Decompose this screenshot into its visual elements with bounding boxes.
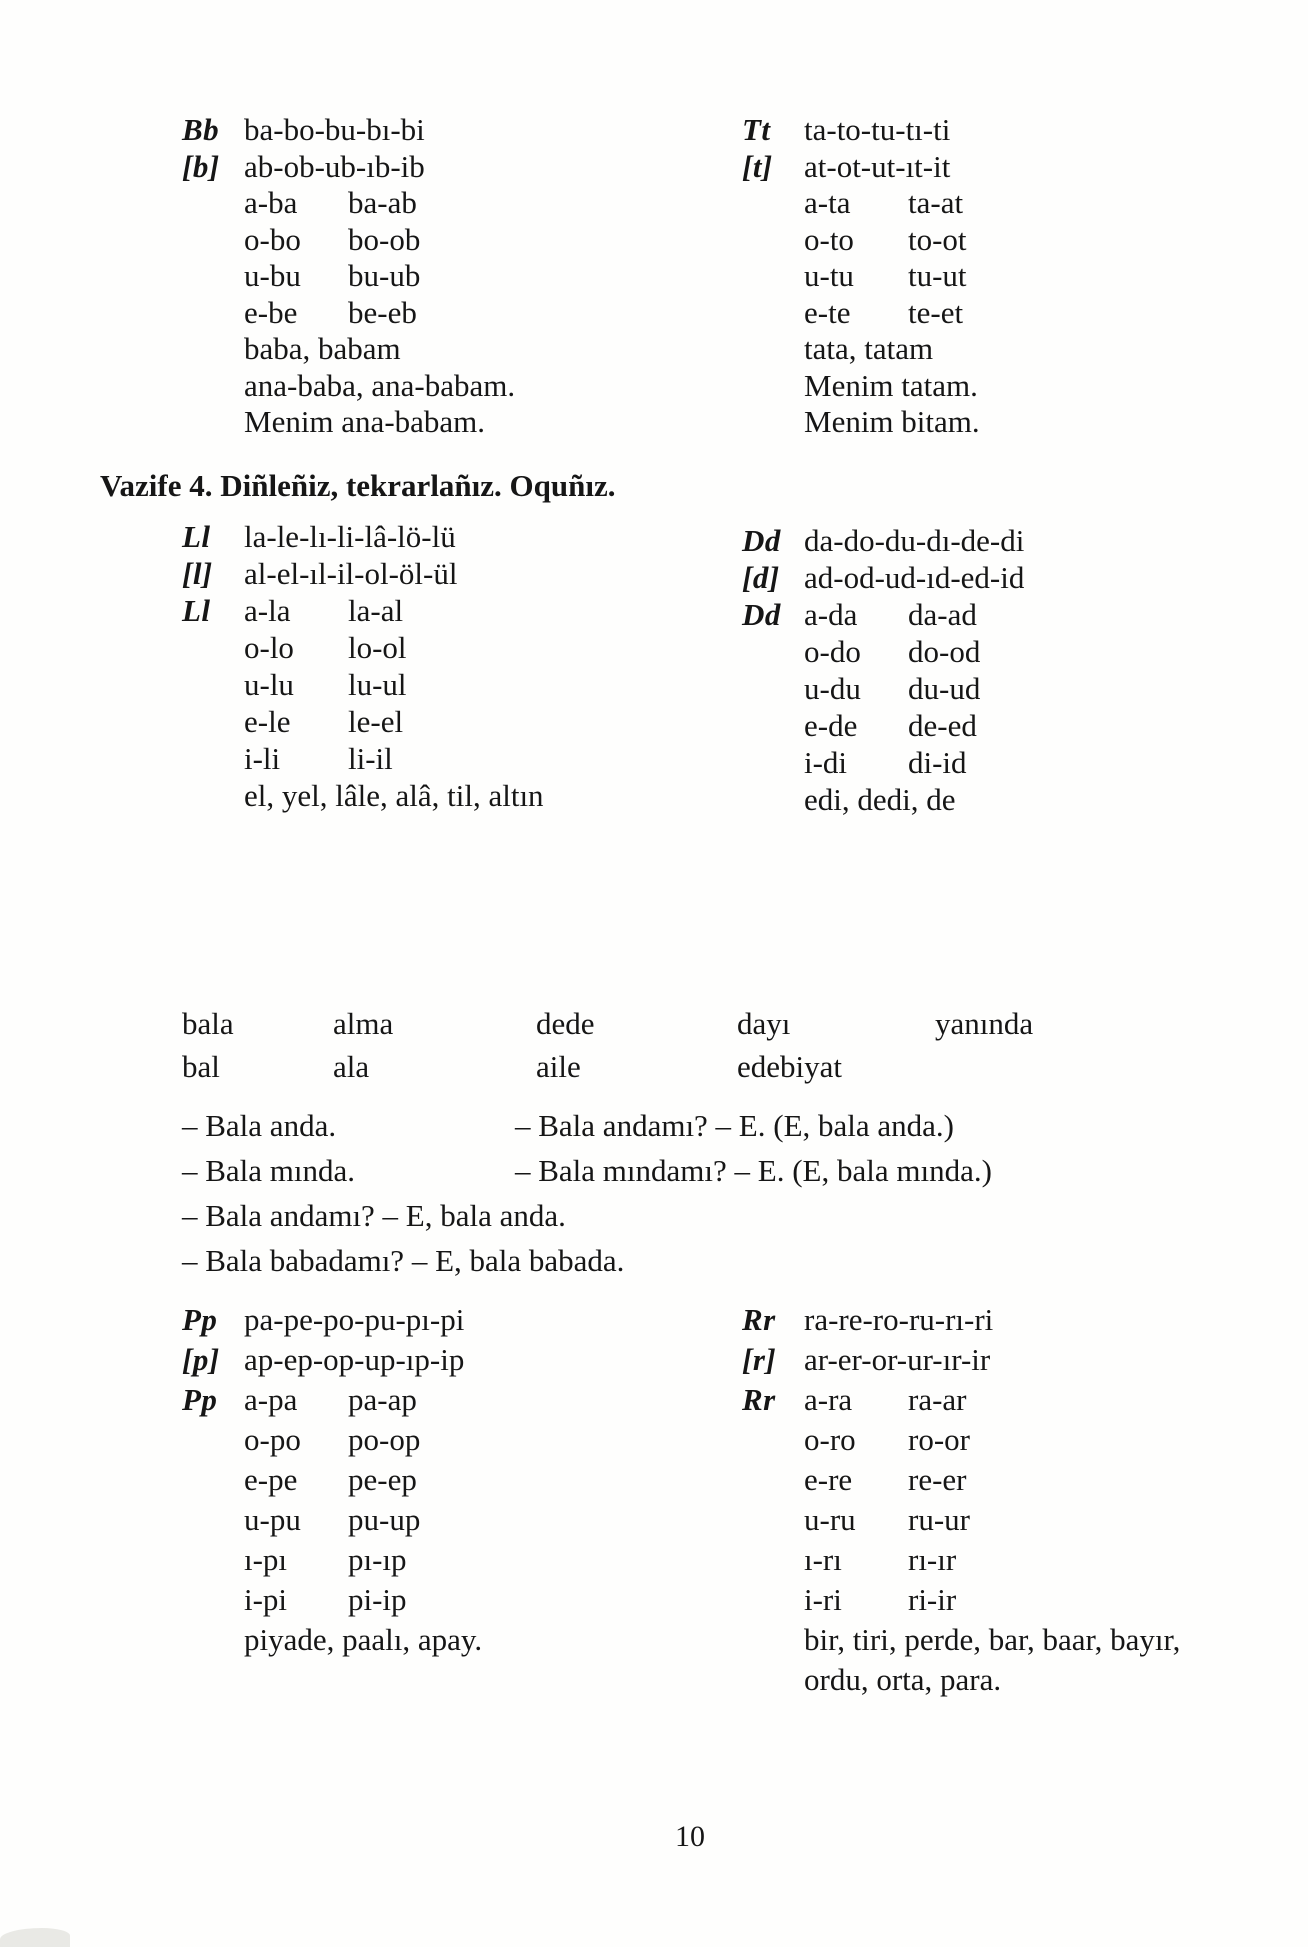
syllable-col-2: la-al [348, 593, 404, 628]
letter-label: Dd [742, 597, 781, 632]
drill-row [742, 781, 1024, 818]
letter-block-pp [182, 1300, 482, 1660]
syllable-col-1: o-bo [244, 221, 301, 257]
phoneme-label: [r] [742, 1342, 777, 1377]
syllable-col-2: pu-up [348, 1502, 421, 1537]
drill-row [182, 518, 544, 555]
vocab-word: aile [536, 1049, 581, 1084]
drill-row [182, 777, 544, 814]
drill-row [182, 555, 544, 592]
syllable-col-2: pı-ıp [348, 1542, 407, 1577]
syllable-col-1: a-la [244, 593, 291, 628]
syllable-col-1: u-bu [244, 258, 301, 293]
drill-row [742, 222, 980, 259]
syllable-line: ap-ep-op-up-ıp-ip [244, 1342, 465, 1377]
drill-row [742, 559, 1024, 596]
phoneme-label: [p] [182, 1342, 220, 1377]
drill-row [182, 222, 515, 259]
syllable-col-2: da-ad [908, 597, 977, 632]
drill-row [742, 1460, 1180, 1500]
syllable-line: la-le-lı-li-lâ-lö-lü [244, 519, 456, 554]
drill-row [182, 112, 515, 149]
drill-row [182, 629, 544, 666]
syllable-col-1: ı-pı [244, 1542, 288, 1577]
vocab-word: alma [333, 1006, 394, 1041]
syllable-col-2: li-il [348, 741, 393, 776]
syllable-line: da-do-du-dı-de-di [804, 523, 1025, 558]
drill-row [182, 185, 515, 222]
drill-row [742, 1620, 1180, 1660]
syllable-col-1: i-pi [244, 1582, 288, 1617]
vocab-row [182, 1006, 1033, 1042]
drill-row [182, 592, 544, 629]
word-line: Menim tatam. [804, 367, 978, 403]
syllable-col-1: u-tu [804, 258, 854, 293]
syllable-col-1: e-te [804, 294, 851, 330]
word-line: baba, babam [244, 331, 401, 366]
word-line: Menim ana-babam. [244, 404, 486, 439]
syllable-col-1: o-to [804, 221, 854, 257]
syllable-col-1: e-de [804, 708, 858, 743]
syllable-line: ra-re-ro-ru-rı-ri [804, 1302, 994, 1337]
drill-row [182, 368, 515, 405]
drill-row [182, 149, 515, 186]
syllable-col-1: u-pu [244, 1502, 301, 1537]
syllable-line: ad-od-ud-ıd-ed-id [804, 560, 1025, 595]
dialogue-line: – Bala mında. [182, 1153, 356, 1188]
syllable-col-2: pa-ap [348, 1382, 417, 1417]
syllable-col-1: a-ba [244, 185, 298, 220]
word-line: bir, tiri, perde, bar, baar, bayır, [804, 1622, 1181, 1657]
syllable-col-1: i-li [244, 741, 281, 776]
drill-row [742, 744, 1024, 781]
vocab-word: edebiyat [737, 1049, 843, 1084]
drill-row [182, 1300, 482, 1340]
drill-row [742, 707, 1024, 744]
syllable-col-1: o-ro [804, 1422, 856, 1457]
drill-row [182, 1540, 482, 1580]
word-line: Menim bitam. [804, 404, 980, 439]
syllable-col-2: be-eb [348, 294, 417, 330]
drill-row [742, 185, 980, 222]
phoneme-label: [l] [182, 556, 213, 591]
drill-row [742, 1380, 1180, 1420]
syllable-col-1: a-ta [804, 185, 851, 220]
syllable-col-2: po-op [348, 1422, 421, 1457]
word-line: el, yel, lâle, alâ, til, altın [244, 778, 544, 813]
syllable-col-2: de-ed [908, 708, 977, 743]
drill-row [742, 149, 980, 186]
syllable-col-2: bu-ub [348, 258, 421, 293]
word-line: ana-baba, ana-babam. [244, 367, 516, 403]
letter-label: Ll [182, 519, 211, 554]
drill-row [742, 258, 980, 295]
syllable-col-2: re-er [908, 1462, 967, 1497]
syllable-col-1: u-lu [244, 667, 294, 702]
letter-block-rr [742, 1300, 1180, 1700]
syllable-col-2: ro-or [908, 1422, 970, 1457]
vocab-word: dayı [737, 1006, 791, 1041]
vocab-word: dede [536, 1006, 595, 1041]
syllable-col-1: e-pe [244, 1462, 298, 1497]
syllable-col-1: a-ra [804, 1382, 853, 1417]
syllable-col-2: bo-ob [348, 221, 421, 257]
syllable-col-1: u-ru [804, 1502, 856, 1537]
drill-row [182, 1420, 482, 1460]
drill-row [182, 331, 515, 368]
dialogue-line: – Bala anda. [182, 1108, 337, 1143]
letter-label: Pp [182, 1382, 218, 1417]
syllable-col-2: lu-ul [348, 667, 407, 702]
syllable-col-2: tu-ut [908, 258, 967, 293]
word-line: piyade, paalı, apay. [244, 1622, 483, 1657]
syllable-col-2: pi-ip [348, 1582, 407, 1617]
drill-row [182, 1460, 482, 1500]
letter-label: Tt [742, 112, 771, 147]
letter-label: Rr [742, 1302, 776, 1337]
vocab-word: ala [333, 1049, 370, 1084]
letter-label: Bb [182, 112, 220, 147]
word-line: tata, tatam [804, 331, 934, 366]
syllable-col-1: o-do [804, 634, 861, 669]
letter-label: Dd [742, 523, 781, 558]
syllable-col-1: i-di [804, 745, 848, 780]
syllable-col-2: do-od [908, 634, 981, 669]
word-line: edi, dedi, de [804, 782, 956, 817]
letter-label: Ll [182, 593, 211, 628]
syllable-col-1: o-lo [244, 630, 294, 665]
phoneme-label: [b] [182, 148, 220, 184]
drill-row [742, 633, 1024, 670]
syllable-col-2: du-ud [908, 671, 981, 706]
drill-row [742, 1500, 1180, 1540]
drill-row [742, 404, 980, 441]
syllable-col-2: ru-ur [908, 1502, 970, 1537]
letter-block-tt [742, 112, 980, 441]
drill-row [742, 670, 1024, 707]
exercise-heading: Vazife 4. Diñleñiz, tekrarlañız. Oquñız. [100, 468, 616, 503]
drill-row [182, 1380, 482, 1420]
drill-row [742, 1660, 1180, 1700]
syllable-col-2: rı-ır [908, 1542, 957, 1577]
syllable-col-1: a-pa [244, 1382, 298, 1417]
syllable-col-1: a-da [804, 597, 858, 632]
syllable-col-2: to-ot [908, 221, 967, 257]
letter-block-dd [742, 522, 1024, 818]
syllable-col-2: ra-ar [908, 1382, 967, 1417]
syllable-col-2: ta-at [908, 185, 964, 220]
vocab-word: bal [182, 1049, 220, 1084]
drill-row [182, 740, 544, 777]
drill-row [182, 1500, 482, 1540]
syllable-line: ba-bo-bu-bı-bi [244, 112, 425, 147]
drill-row [742, 368, 980, 405]
drill-row [742, 295, 980, 332]
drill-row [182, 1580, 482, 1620]
syllable-col-1: ı-rı [804, 1542, 842, 1577]
drill-row [182, 1620, 482, 1660]
syllable-col-2: lo-ol [348, 630, 407, 665]
syllable-col-1: e-re [804, 1462, 853, 1497]
vocab-word: yanında [935, 1006, 1034, 1041]
vocab-word: bala [182, 1006, 234, 1041]
drill-row [742, 1580, 1180, 1620]
letter-block-bb [182, 112, 515, 441]
syllable-line: al-el-ıl-il-ol-öl-ül [244, 556, 458, 591]
drill-row [182, 258, 515, 295]
dialogue-line: – Bala andamı? – E. (E, bala anda.) [515, 1108, 954, 1143]
syllable-line: at-ot-ut-ıt-it [804, 148, 951, 184]
drill-row [742, 1300, 1180, 1340]
letter-block-ll [182, 518, 544, 814]
drill-row [182, 666, 544, 703]
dialogue-line: – Bala andamı? – E, bala anda. [182, 1198, 566, 1233]
drill-row [742, 522, 1024, 559]
drill-row [742, 1340, 1180, 1380]
scan-smudge [0, 1928, 70, 1947]
syllable-col-2: te-et [908, 294, 964, 330]
syllable-col-1: e-le [244, 704, 291, 739]
syllable-col-2: pe-ep [348, 1462, 417, 1497]
phoneme-label: [t] [742, 148, 773, 184]
drill-row [742, 112, 980, 149]
drill-row [182, 703, 544, 740]
dialogue-right [515, 1103, 992, 1193]
phoneme-label: [d] [742, 560, 780, 595]
syllable-col-2: ri-ir [908, 1582, 957, 1617]
drill-row [182, 1340, 482, 1380]
letter-label: Pp [182, 1302, 218, 1337]
letter-label: Rr [742, 1382, 776, 1417]
vocab-row [182, 1049, 935, 1085]
syllable-col-2: ba-ab [348, 185, 417, 220]
drill-row [182, 295, 515, 332]
syllable-line: ta-to-tu-tı-ti [804, 112, 951, 147]
syllable-col-1: e-be [244, 294, 298, 330]
syllable-col-1: i-ri [804, 1582, 842, 1617]
dialogue-line: – Bala mındamı? – E. (E, bala mında.) [515, 1153, 992, 1188]
syllable-col-1: o-po [244, 1422, 301, 1457]
syllable-line: pa-pe-po-pu-pı-pi [244, 1302, 465, 1337]
syllable-col-1: u-du [804, 671, 861, 706]
syllable-col-2: di-id [908, 745, 967, 780]
drill-row [182, 404, 515, 441]
page-number: 10 [675, 1820, 705, 1853]
word-line: ordu, orta, para. [804, 1662, 1002, 1697]
drill-row [742, 1420, 1180, 1460]
dialogue-line: – Bala babadamı? – E, bala babada. [182, 1243, 625, 1278]
drill-row [742, 596, 1024, 633]
drill-row [742, 331, 980, 368]
syllable-col-2: le-el [348, 704, 404, 739]
syllable-line: ar-er-or-ur-ır-ir [804, 1342, 991, 1377]
drill-row [742, 1540, 1180, 1580]
syllable-line: ab-ob-ub-ıb-ib [244, 148, 425, 184]
